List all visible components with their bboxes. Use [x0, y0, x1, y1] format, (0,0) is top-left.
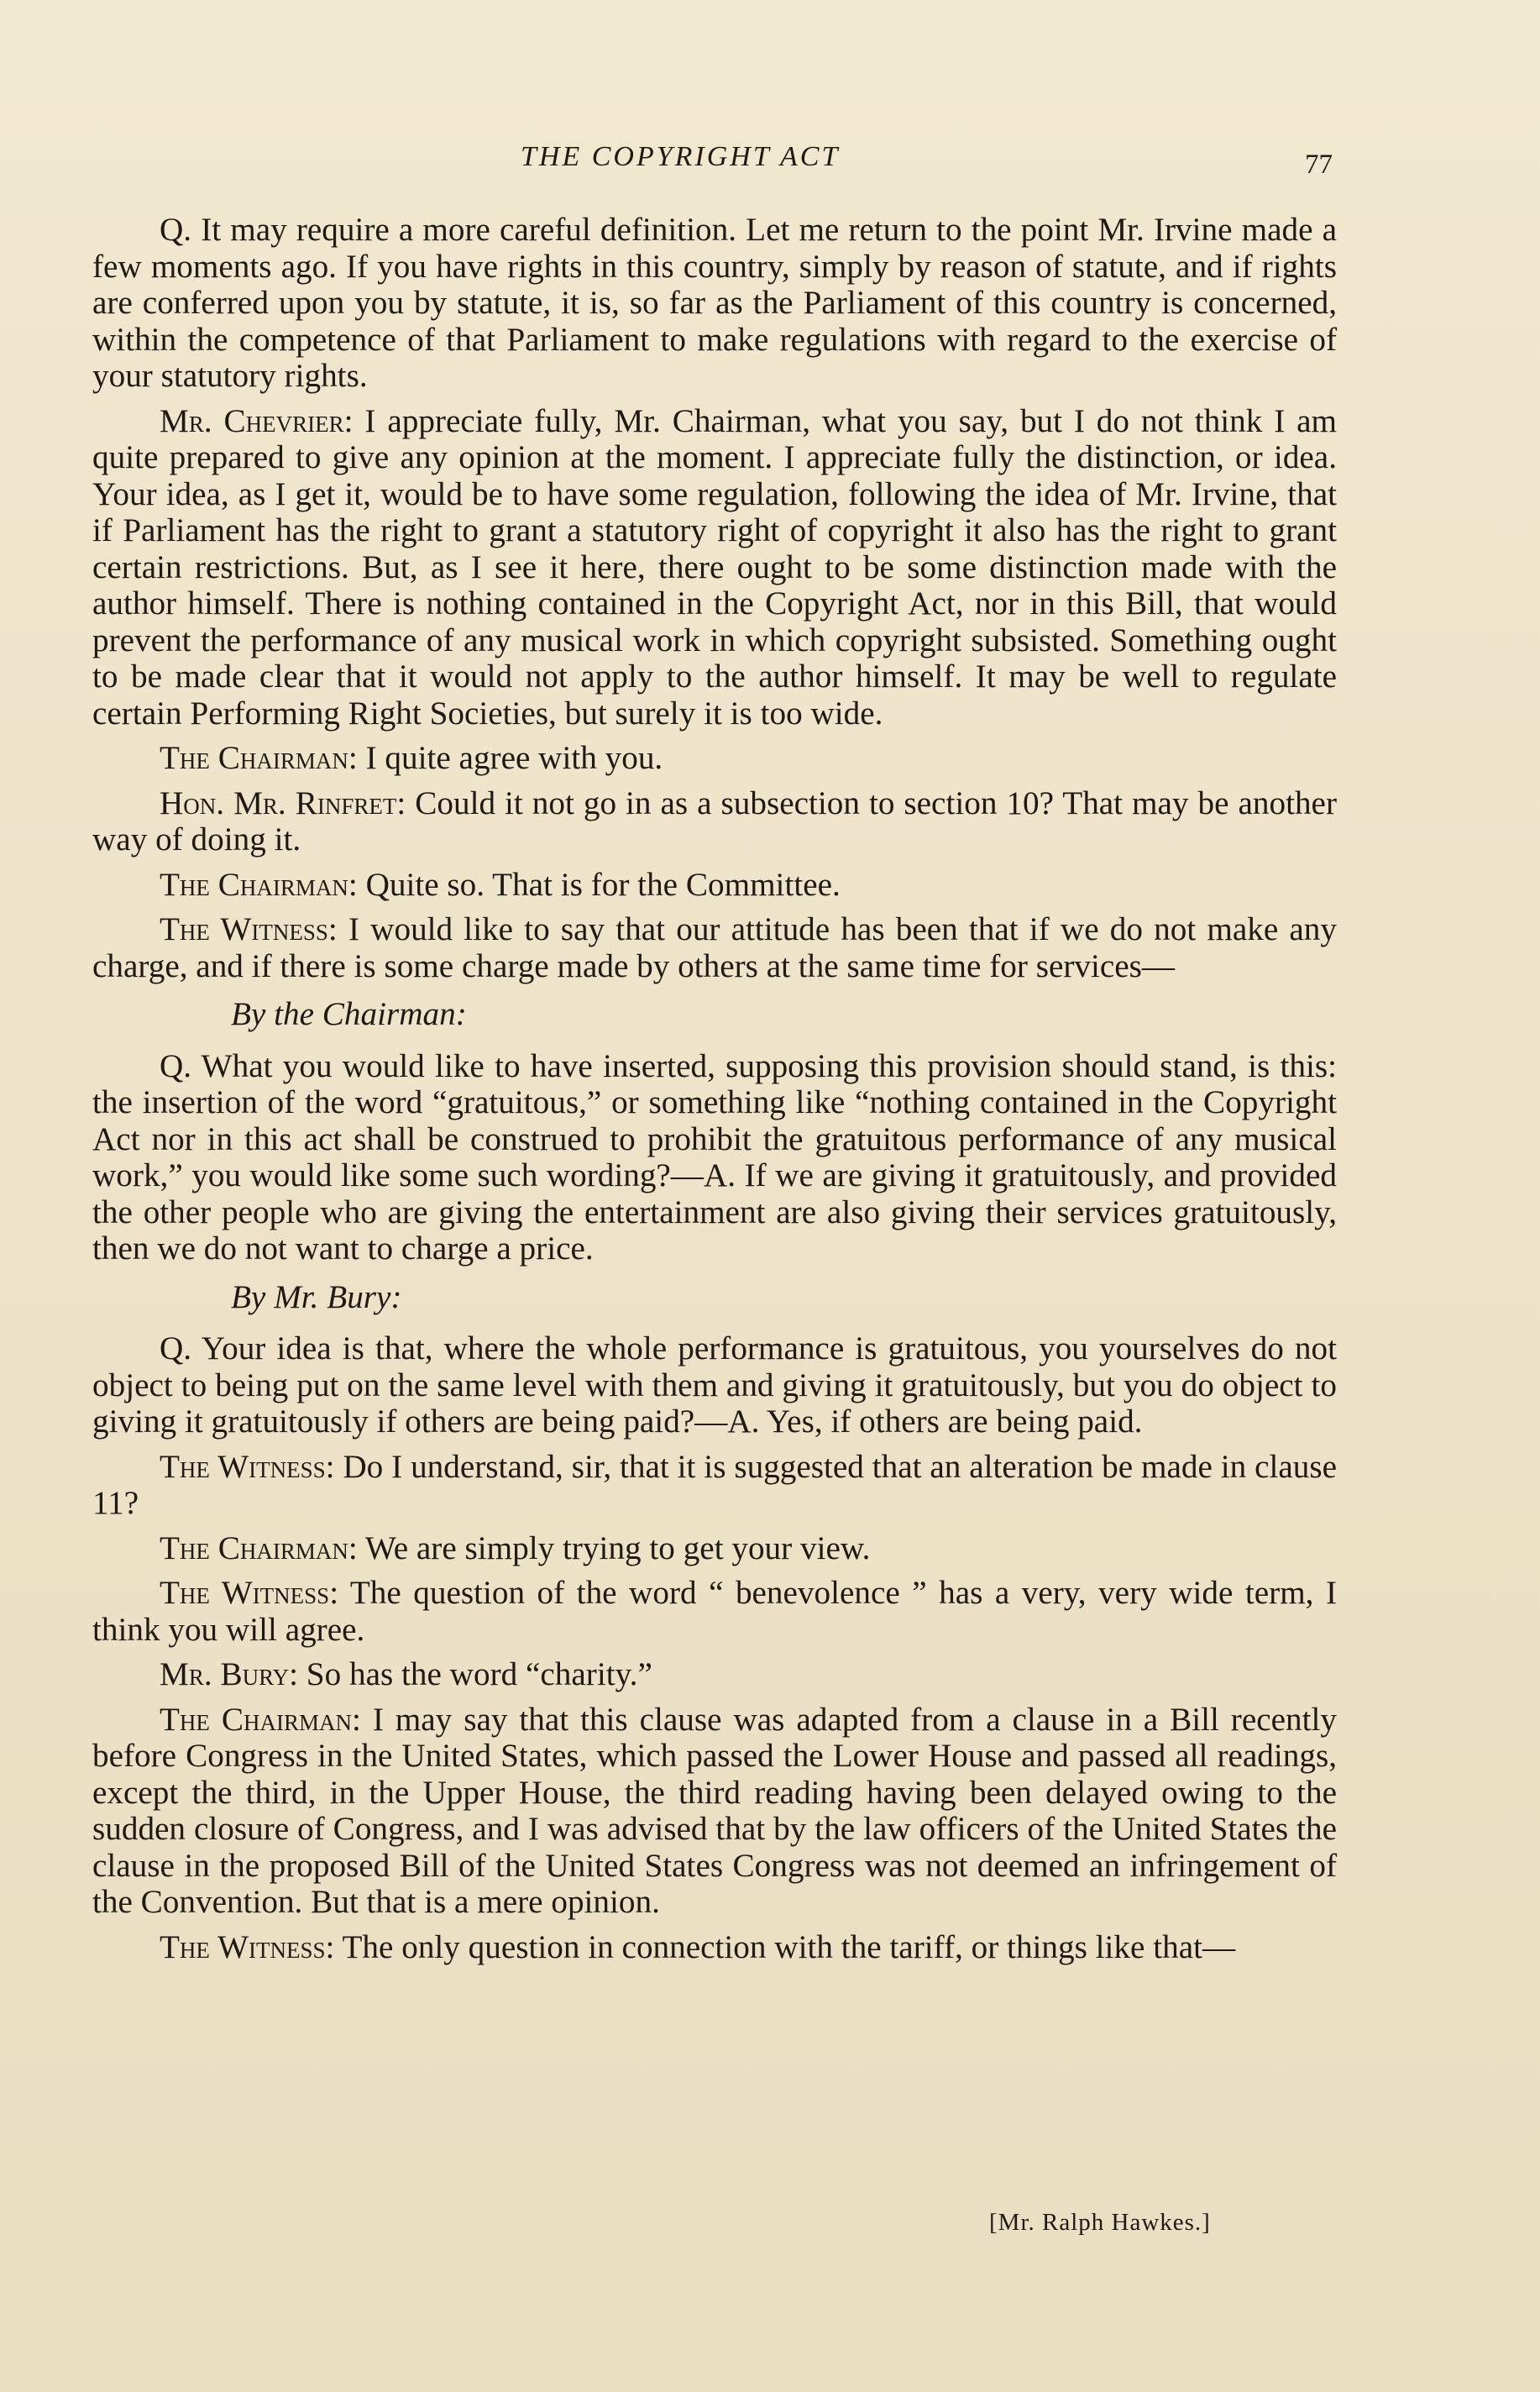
speaker-name: The Witness:	[160, 1928, 335, 1965]
paragraph-speech: The Chairman: Quite so. That is for the Committee.	[160, 866, 841, 903]
witness-attribution: [Mr. Ralph Hawkes.]	[989, 2209, 1211, 2236]
paragraph-speech: The Chairman: I quite agree with you.	[160, 740, 663, 776]
running-title: THE COPYRIGHT ACT	[521, 141, 841, 172]
speaker-name: The Chairman:	[160, 1529, 358, 1566]
paragraph-speech: The Witness: The only question in connection with the tariff, or things like that—	[160, 1928, 1236, 1965]
paragraph-speech: The Witness: The question of the word “ benevolence ” has a very, very wide term, I think you will agree.	[92, 1575, 1338, 1648]
speaker-name: Hon. Mr. Rinfret:	[160, 784, 406, 821]
paragraph-question: Q. It may require a more careful definition. Let me return to the point Mr. Irvine made a few moments ago. If you have rights in this country, simply by reason of statute, and if rights are conferred upon you by statute, it is, so far as the Parliament of this country is concerned, within the competence of that Parliament to make regulations with regard to the exercise of your statutory rights.	[92, 212, 1337, 394]
paragraph-speech: The Witness: I would like to say that our attitude has been that if we do not make any charge, and if there is some charge made by others at the same time for services—	[92, 911, 1337, 984]
speaker-name: The Witness:	[160, 1575, 339, 1611]
paragraph-speech: The Chairman: I may say that this clause was adapted from a clause in a Bill recently before Congress in the United States, which passed the Lower House and passed all readings, except the third, in the Upper House, the third reading having been delayed owing to the sudden closure of Congress, and I was advised that by the law officers of the United States the clause in the proposed Bill of the United States Congress was not deemed an infringement of the Convention. But that is a mere opinion.	[92, 1701, 1338, 1920]
paragraph-speech: Mr. Bury: So has the word “charity.”	[160, 1656, 652, 1692]
body-text	[92, 212, 1337, 1974]
speaker-name: Mr. Bury:	[160, 1656, 298, 1692]
examiner-byline: By the Chairman:	[231, 996, 467, 1032]
speaker-name: Mr. Chevrier:	[160, 402, 354, 439]
speaker-name: The Chairman:	[160, 740, 358, 776]
paragraph-speech: The Witness: Do I understand, sir, that it is suggested that an alteration be made in clause 11?	[92, 1448, 1338, 1521]
paragraph-question: Q. Your idea is that, where the whole performance is gratuitous, you yourselves do not object to being put on the same level with them and giving it gratuitously, but you do object to giving it gratuitously if others are being paid?—A. Yes, if others are being paid.	[92, 1330, 1337, 1440]
running-header	[0, 141, 1540, 183]
speaker-name: The Witness:	[160, 1448, 335, 1485]
speaker-name: The Witness:	[160, 911, 338, 947]
page-number: 77	[1305, 150, 1333, 180]
paragraph-speech: Hon. Mr. Rinfret: Could it not go in as a subsection to section 10? That may be another way of doing it.	[92, 784, 1337, 858]
speaker-name: The Chairman:	[160, 866, 358, 903]
examiner-byline: By Mr. Bury:	[231, 1278, 402, 1315]
paragraph-question: Q. What you would like to have inserted, supposing this provision should stand, is this: the insertion of the word “gratuitous,” or something like “nothing contained in the Copyright Act nor in this act shall be construed to prohibit the gratuitous performance of any musical work,” you would like some such wording?—A. If we are giving it gratuitously, and provided the other people who are giving the entertainment are also giving their services gratuitously, then we do not want to charge a price.	[92, 1047, 1337, 1267]
paragraph-speech: Mr. Chevrier: I appreciate fully, Mr. Chairman, what you say, but I do not think I am quite prepared to give any opinion at the moment. I appreciate fully the distinction, or idea. Your idea, as I get it, would be to have some regulation, following the idea of Mr. Irvine, that if Parliament has the right to grant a statutory right of copyright it also has the right to grant certain restrictions. But, as I see it here, there ought to be some distinction made with the author himself. There is nothing contained in the Copyright Act, nor in this Bill, that would prevent the performance of any musical work in which copyright subsisted. Something ought to be made clear that it would not apply to the author himself. It may be well to regulate certain Performing Right Societies, but surely it is too wide.	[92, 402, 1338, 732]
paragraph-speech: The Chairman: We are simply trying to get your view.	[160, 1529, 871, 1566]
speaker-name: The Chairman:	[160, 1701, 361, 1738]
